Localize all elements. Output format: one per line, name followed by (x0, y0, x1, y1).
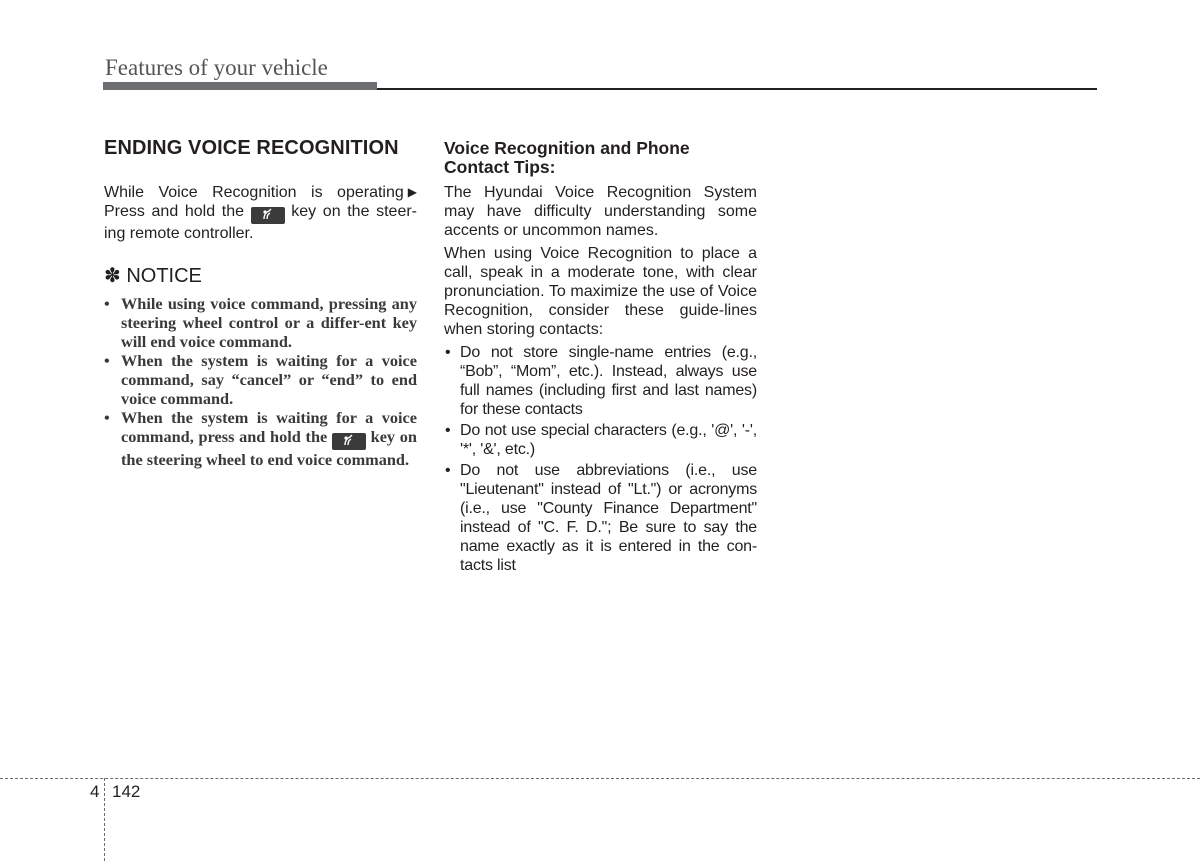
tips-paragraph: The Hyundai Voice Recognition System may have difficulty understanding some accents or uncommon names. (444, 184, 757, 239)
list-item: • Do not use special characters (e.g., '@', '-', '*', '&', etc.) (444, 421, 757, 459)
page-number: 142 (112, 782, 141, 801)
continue-arrow-icon: ▶ (407, 185, 417, 199)
press-text: Press and hold the (104, 203, 244, 220)
voice-key-icon (332, 433, 366, 450)
footer-divider (0, 778, 1200, 779)
voice-key-icon (251, 207, 285, 224)
tips-paragraph: When using Voice Recognition to place a call, speak in a moderate tone, with clear pronunciation. To maximize the use of Voice Recognition, consider these guide-lines when storing contacts: (444, 245, 757, 338)
intro-paragraph (104, 183, 417, 243)
list-item: • Do not use abbreviations (i.e., use "Lieutenant" instead of "Lt.") or acronyms (i.e., use "County Finance Department" instead of "C. F. D."; Be sure to say the name exactly as it is entered in the con-tacts list (444, 461, 757, 575)
notice-item3-text-end: key on the steering wheel to end voice command. (121, 427, 417, 469)
notice-item3-text: When the system is waiting for a voice command, press and hold the (121, 408, 417, 446)
after-key-text: key on the steer-ing remote controller. (104, 203, 417, 242)
section-number: 4 (90, 782, 100, 801)
notice-title: ✽ NOTICE (104, 265, 202, 287)
left-column (104, 137, 417, 469)
notice-item: • When the system is waiting for a voice command, say “cancel” or “end” to end voice command. (104, 351, 417, 408)
middle-column (444, 139, 757, 577)
tips-list (444, 343, 757, 575)
section-heading: ENDING VOICE RECOGNITION (104, 137, 399, 159)
intro-text: While Voice Recognition is operating (104, 184, 404, 201)
notice-item: • While using voice command, pressing any steering wheel control or a differ-ent key will end voice command. (104, 294, 417, 351)
notice-item (104, 408, 417, 469)
footer-vertical-divider (104, 778, 105, 861)
tips-heading: Voice Recognition and Phone Contact Tips: (444, 138, 690, 177)
header-rule-thick (103, 82, 377, 90)
header-rule-thin (377, 88, 1097, 90)
notice-list (104, 294, 417, 469)
list-item: • Do not store single-name entries (e.g., “Bob”, “Mom”, etc.). Instead, always use full names (including first and last names) for these contacts (444, 343, 757, 419)
page-header-title: Features of your vehicle (105, 55, 328, 80)
